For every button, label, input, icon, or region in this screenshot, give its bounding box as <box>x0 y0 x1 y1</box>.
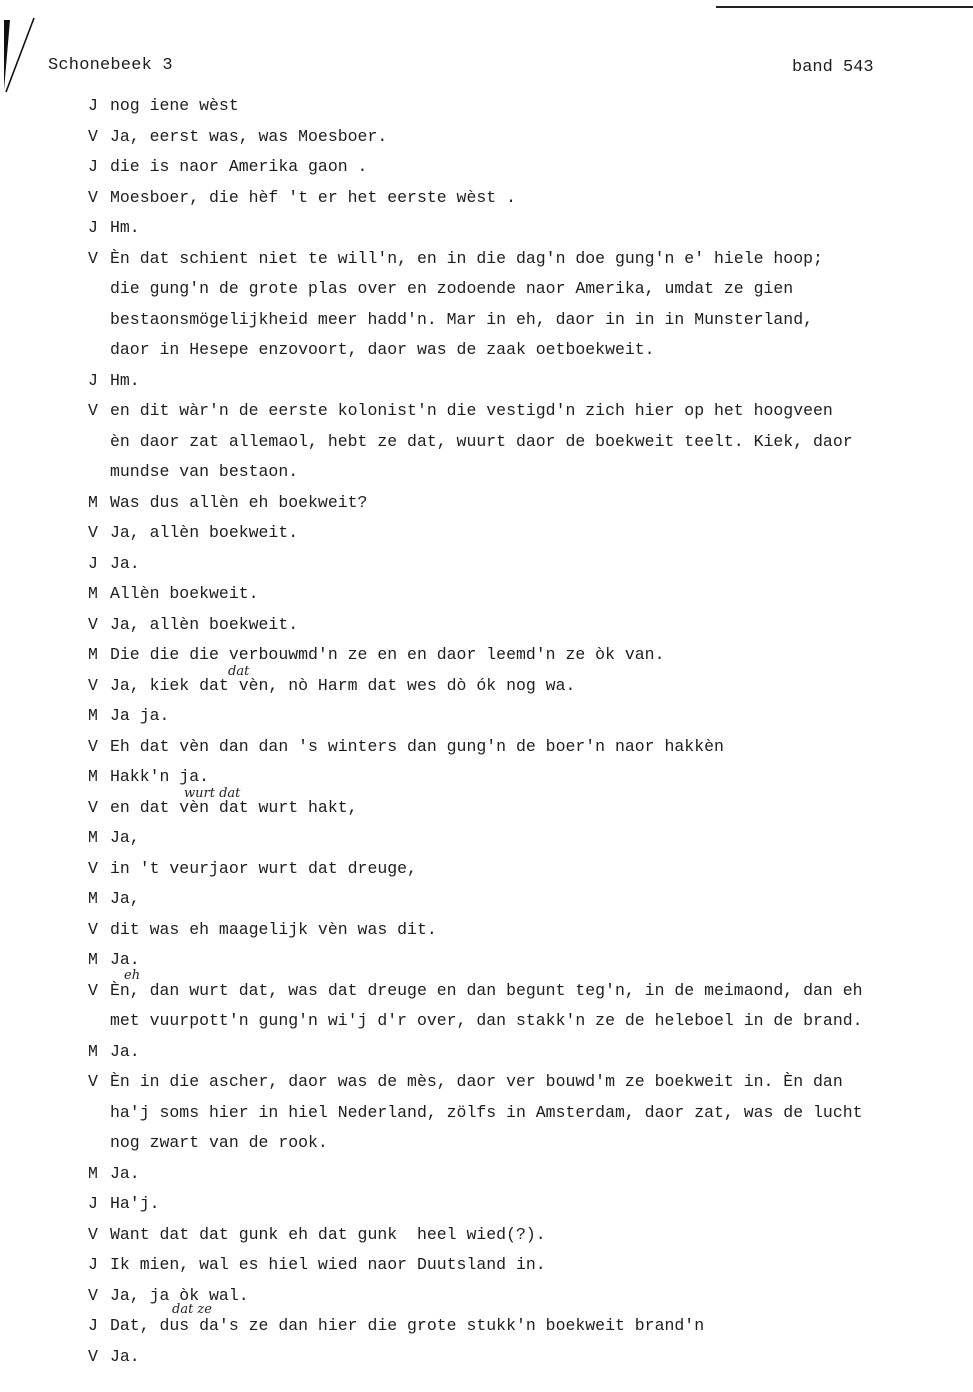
speaker-label: V <box>88 859 98 878</box>
line-text: Eh dat vèn dan dan 's winters dan gung'n de boer'n naor hakkèn <box>110 737 724 756</box>
line-text: die is naor Amerika gaon . <box>110 157 368 176</box>
line-text: Moesboer, die hèf 't er het eerste wèst . <box>110 188 516 207</box>
line-text: Want dat dat gunk eh dat gunk heel wied(?). <box>110 1225 546 1244</box>
speaker-label: V <box>88 1347 98 1366</box>
speaker-label: J <box>88 1316 98 1335</box>
margin-slash-mark <box>0 14 40 94</box>
line-text: Ja, <box>110 828 140 847</box>
transcript-line <box>0 613 973 637</box>
speaker-label: M <box>88 584 98 603</box>
band-number: band 543 <box>792 58 874 77</box>
line-text: Ja. <box>110 1164 140 1183</box>
transcript-line <box>0 277 973 301</box>
line-text: en dat vèn dat wurt hakt, <box>110 798 358 817</box>
line-text: Was dus allèn eh boekweit? <box>110 493 368 512</box>
transcript-line <box>0 1314 973 1338</box>
speaker-label: J <box>88 218 98 237</box>
speaker-label: V <box>88 920 98 939</box>
transcript-line <box>0 369 973 393</box>
transcript-line <box>0 948 973 972</box>
line-text: nog zwart van de rook. <box>110 1133 328 1152</box>
document-title: Schonebeek 3 <box>48 56 173 75</box>
speaker-label: M <box>88 767 98 786</box>
transcript-line <box>0 216 973 240</box>
transcript-line <box>0 247 973 271</box>
line-text: Hm. <box>110 371 140 390</box>
transcript-line <box>0 1009 973 1033</box>
speaker-label: V <box>88 1286 98 1305</box>
transcript-line <box>0 125 973 149</box>
line-text: Ja. <box>110 1347 140 1366</box>
speaker-label: V <box>88 676 98 695</box>
transcript-line <box>0 765 973 789</box>
line-text: Ja, eerst was, was Moesboer. <box>110 127 388 146</box>
line-text: daor in Hesepe enzovoort, daor was de zaak oetboekweit. <box>110 340 655 359</box>
transcript-line <box>0 430 973 454</box>
transcript-line <box>0 674 973 698</box>
line-text: Ja, ja òk wal. <box>110 1286 249 1305</box>
speaker-label: J <box>88 1194 98 1213</box>
line-text: Ja, allèn boekweit. <box>110 523 299 542</box>
speaker-label: M <box>88 889 98 908</box>
transcript-line <box>0 796 973 820</box>
handwritten-wurt-dat: wurt dat <box>184 786 241 801</box>
transcript-line <box>0 186 973 210</box>
transcript-line <box>0 399 973 423</box>
speaker-label: V <box>88 737 98 756</box>
line-text: Hakk'n ja. <box>110 767 210 786</box>
speaker-label: M <box>88 950 98 969</box>
transcript-line <box>0 1192 973 1216</box>
line-text: Ja. <box>110 554 140 573</box>
line-text: nog iene wèst <box>110 96 239 115</box>
transcript-line <box>0 460 973 484</box>
speaker-label: M <box>88 493 98 512</box>
transcript-line <box>0 979 973 1003</box>
transcript-line <box>0 1223 973 1247</box>
line-text: Ja, allèn boekweit. <box>110 615 299 634</box>
line-text: Ja, kiek dat vèn, nò Harm dat wes dò ók nog wa. <box>110 676 576 695</box>
line-text: en dit wàr'n de eerste kolonist'n die vestigd'n zich hier op het hoogveen <box>110 401 833 420</box>
speaker-label: M <box>88 1042 98 1061</box>
line-text: die gung'n de grote plas over en zodoende naor Amerika, umdat ze gien <box>110 279 794 298</box>
speaker-label: M <box>88 828 98 847</box>
line-text: Ha'j. <box>110 1194 160 1213</box>
speaker-label: V <box>88 981 98 1000</box>
line-text: Ja. <box>110 950 140 969</box>
transcript-line <box>0 491 973 515</box>
line-text: Dat, dus da's ze dan hier die grote stukk'n boekweit brand'n <box>110 1316 705 1335</box>
line-text: Ja, <box>110 889 140 908</box>
line-text: bestaonsmögelijkheid meer hadd'n. Mar in eh, daor in in in Munsterland, <box>110 310 814 329</box>
line-text: in 't veurjaor wurt dat dreuge, <box>110 859 417 878</box>
speaker-label: V <box>88 523 98 542</box>
line-text: èn daor zat allemaol, hebt ze dat, wuurt daor de boekweit teelt. Kiek, daor <box>110 432 853 451</box>
speaker-label: V <box>88 188 98 207</box>
transcript-line <box>0 1131 973 1155</box>
transcript-line <box>0 521 973 545</box>
transcript-line <box>0 1070 973 1094</box>
line-text: Ik mien, wal es hiel wied naor Duutsland in. <box>110 1255 546 1274</box>
top-rule <box>716 6 973 8</box>
transcript-line <box>0 308 973 332</box>
line-text: Èn, dan wurt dat, was dat dreuge en dan begunt teg'n, in de meimaond, dan eh <box>110 981 863 1000</box>
transcript-line <box>0 1162 973 1186</box>
speaker-label: V <box>88 401 98 420</box>
speaker-label: J <box>88 554 98 573</box>
speaker-label: M <box>88 706 98 725</box>
speaker-label: V <box>88 127 98 146</box>
line-text: dit was eh maagelijk vèn was dit. <box>110 920 437 939</box>
speaker-label: J <box>88 157 98 176</box>
line-text: ha'j soms hier in hiel Nederland, zölfs in Amsterdam, daor zat, was de lucht <box>110 1103 863 1122</box>
speaker-label: M <box>88 645 98 664</box>
handwritten-eh: eh <box>124 968 141 983</box>
speaker-label: V <box>88 1072 98 1091</box>
line-text: Èn dat schient niet te will'n, en in die dag'n doe gung'n e' hiele hoop; <box>110 249 823 268</box>
transcript-line <box>0 826 973 850</box>
speaker-label: J <box>88 96 98 115</box>
line-text: Hm. <box>110 218 140 237</box>
transcript-line <box>0 735 973 759</box>
speaker-label: J <box>88 371 98 390</box>
transcript-line <box>0 94 973 118</box>
speaker-label: V <box>88 249 98 268</box>
handwritten-dat-ze: dat ze <box>172 1302 212 1317</box>
line-text: Èn in die ascher, daor was de mès, daor ver bouwd'm ze boekweit in. Èn dan <box>110 1072 843 1091</box>
handwritten-dat: dat <box>228 664 250 679</box>
transcript-line <box>0 704 973 728</box>
line-text: met vuurpott'n gung'n wi'j d'r over, dan stakk'n ze de heleboel in de brand. <box>110 1011 863 1030</box>
transcript-line <box>0 643 973 667</box>
transcript-line <box>0 1253 973 1277</box>
line-text: Allèn boekweit. <box>110 584 259 603</box>
transcript-line <box>0 1345 973 1369</box>
line-text: mundse van bestaon. <box>110 462 299 481</box>
speaker-label: V <box>88 1225 98 1244</box>
line-text: Die die die verbouwmd'n ze en en daor leemd'n ze òk van. <box>110 645 665 664</box>
transcript-line <box>0 857 973 881</box>
transcript-line <box>0 1284 973 1308</box>
transcript-line <box>0 1040 973 1064</box>
transcript-line <box>0 887 973 911</box>
speaker-label: M <box>88 1164 98 1183</box>
transcript-line <box>0 155 973 179</box>
speaker-label: V <box>88 798 98 817</box>
transcript-line <box>0 918 973 942</box>
transcript-line <box>0 1101 973 1125</box>
speaker-label: J <box>88 1255 98 1274</box>
transcript-line <box>0 338 973 362</box>
transcript-line <box>0 552 973 576</box>
transcript-line <box>0 582 973 606</box>
speaker-label: V <box>88 615 98 634</box>
line-text: Ja ja. <box>110 706 170 725</box>
line-text: Ja. <box>110 1042 140 1061</box>
